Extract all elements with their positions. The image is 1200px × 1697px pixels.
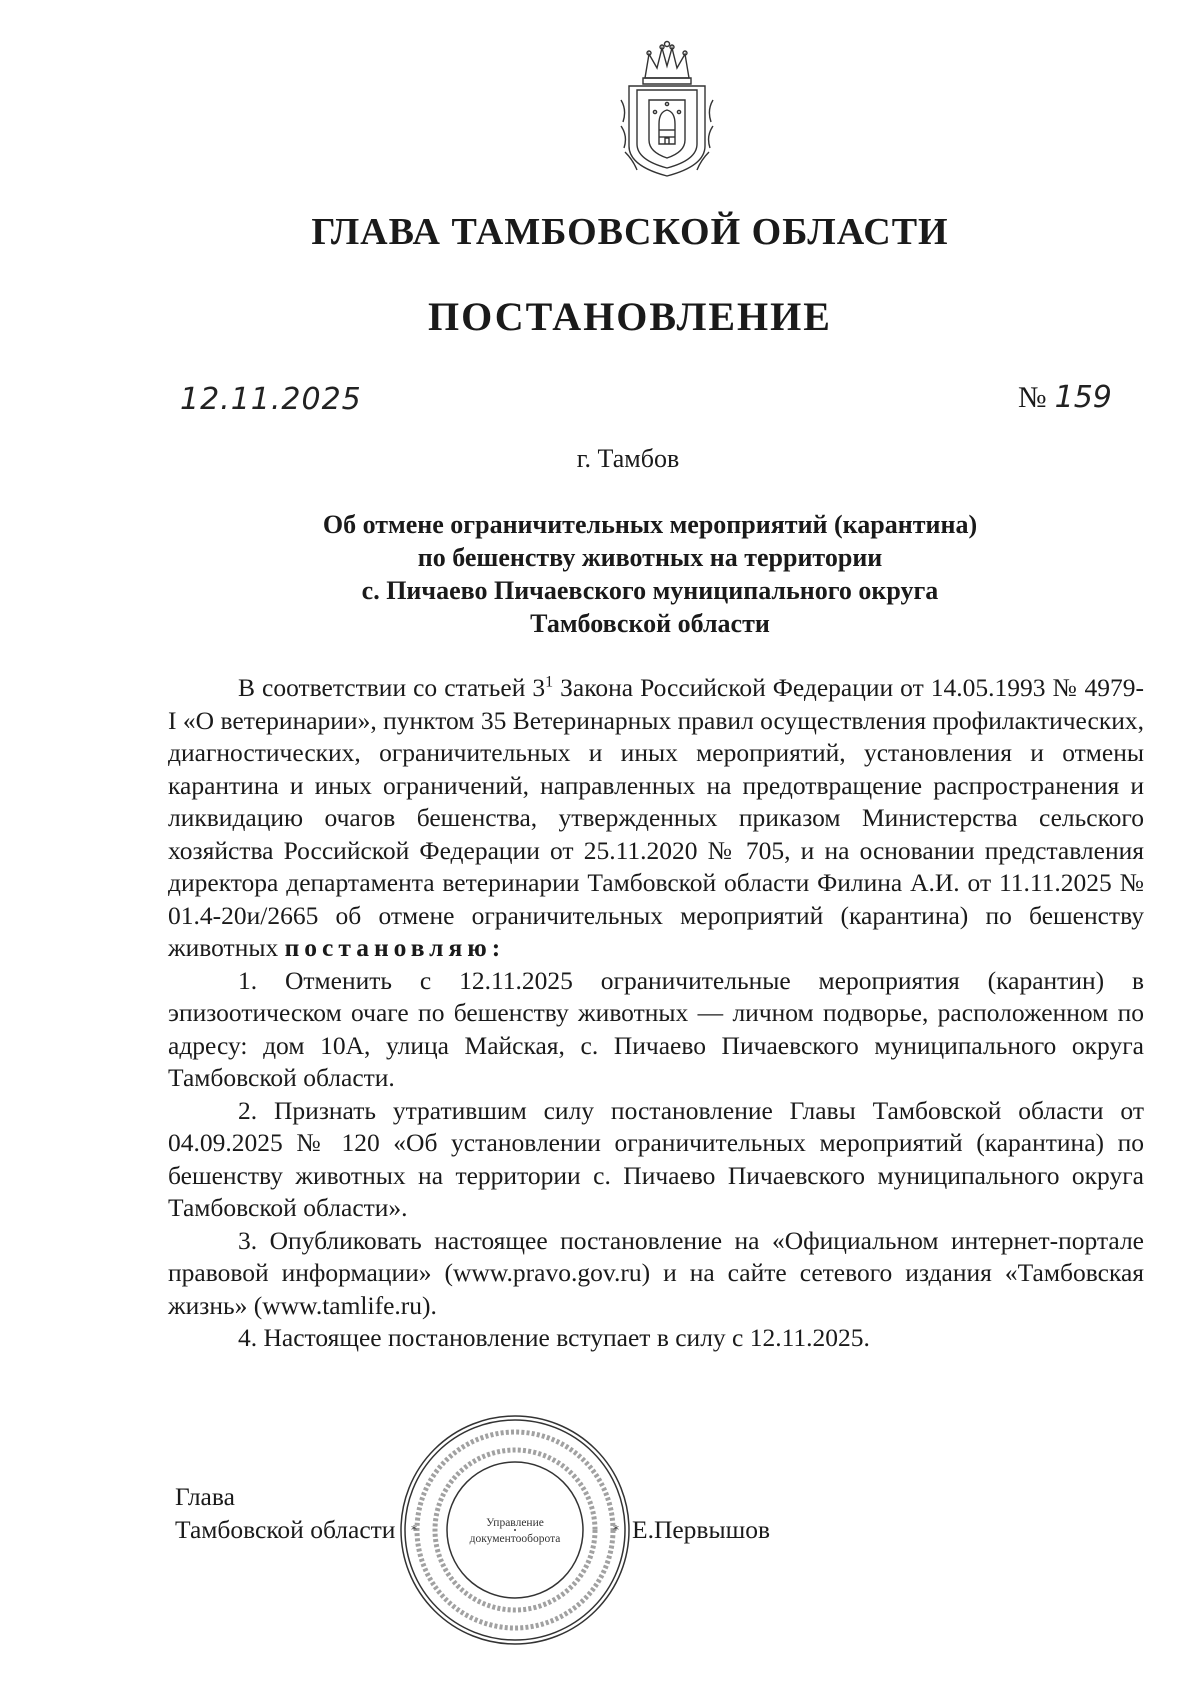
document-body: [168, 672, 1144, 1355]
subject-line: с. Пичаево Пичаевского муниципального округа: [361, 576, 939, 605]
document-number: [1018, 380, 1112, 415]
preamble-paragraph: [168, 672, 1144, 965]
position-line: Глава: [175, 1482, 235, 1511]
decree-item-2: 2. Признать утратившим силу постановление Главы Тамбовской области от 04.09.2025 № 120 «Об установлении ограничительных мероприятий (карантина) по бешенству животных на территории с. Пичаево Пичаевского муниципального округа Тамбовской области».: [168, 1095, 1144, 1222]
document-type-title: ПОСТАНОВЛЕНИЕ: [428, 294, 832, 339]
preamble-rest: Закона Российской Федерации от 14.05.1993 № 4979-I «О ветеринарии», пунктом 35 Ветеринарных правил осуществления профилактических, диагностических, ограничительных и иных мероприятий, установления и отмены карантина и иных ограничений, направленных на предотвращение распространения и ликвидацию очагов бешенства, утвержденных приказом Министерства сельского хозяйства Российской Федерации от 25.11.2020 № 705, и на основании представления директора департамента ветеринарии Тамбовской области Филина А.И. от 11.11.2025 № 01.4-20и/2665 об отмене ограничительных мероприятий (карантина) по бешенству животных: [168, 673, 1144, 962]
decree-item-4: 4. Настоящее постановление вступает в силу с 12.11.2025.: [238, 1323, 870, 1352]
article-superscript: 1: [545, 673, 554, 691]
stamp-center-line: документооборота: [469, 1533, 561, 1545]
number-sign: №: [1018, 381, 1047, 414]
preamble-start: В соответствии со статьей 3: [238, 673, 546, 702]
coat-of-arms-emblem: [615, 40, 719, 180]
decree-colon: :: [491, 933, 506, 962]
official-round-stamp: [395, 1410, 635, 1650]
document-date: 12.11.2025: [180, 382, 362, 417]
position-line: Тамбовской области: [175, 1515, 396, 1544]
decree-item-1: 1. Отменить с 12.11.2025 ограничительные мероприятия (карантин) в эпизоотическом очаге по бешенству животных — личном подворье, расположенном по адресу: дом 10А, улица Майская, с. Пичаево Пичаевского муниципального округа Тамбовской области.: [168, 965, 1144, 1092]
decree-word: постановляю: [284, 933, 492, 962]
number-value: 159: [1054, 380, 1112, 415]
subject-line: Об отмене ограничительных мероприятий (карантина): [322, 510, 978, 539]
star-mark-icon: *: [411, 1523, 417, 1537]
star-mark-icon: *: [613, 1523, 619, 1537]
issuer-title: ГЛАВА ТАМБОВСКОЙ ОБЛАСТИ: [311, 211, 949, 253]
stamp-center-line: Управление: [486, 1517, 544, 1529]
signatory-name: Е.Первышов: [632, 1515, 771, 1544]
subject-line: по бешенству животных на территории: [417, 543, 883, 572]
place-of-issue: г. Тамбов: [576, 444, 680, 473]
decree-item-3: 3. Опубликовать настоящее постановление на «Официальном интернет-портале правовой информации» (www.pravo.gov.ru) и на сайте сетевого издания «Тамбовская жизнь» (www.tamlife.ru).: [168, 1225, 1144, 1320]
signatory-position: [175, 1480, 395, 1546]
document-subject: [250, 508, 1050, 640]
subject-line: Тамбовской области: [530, 609, 770, 638]
